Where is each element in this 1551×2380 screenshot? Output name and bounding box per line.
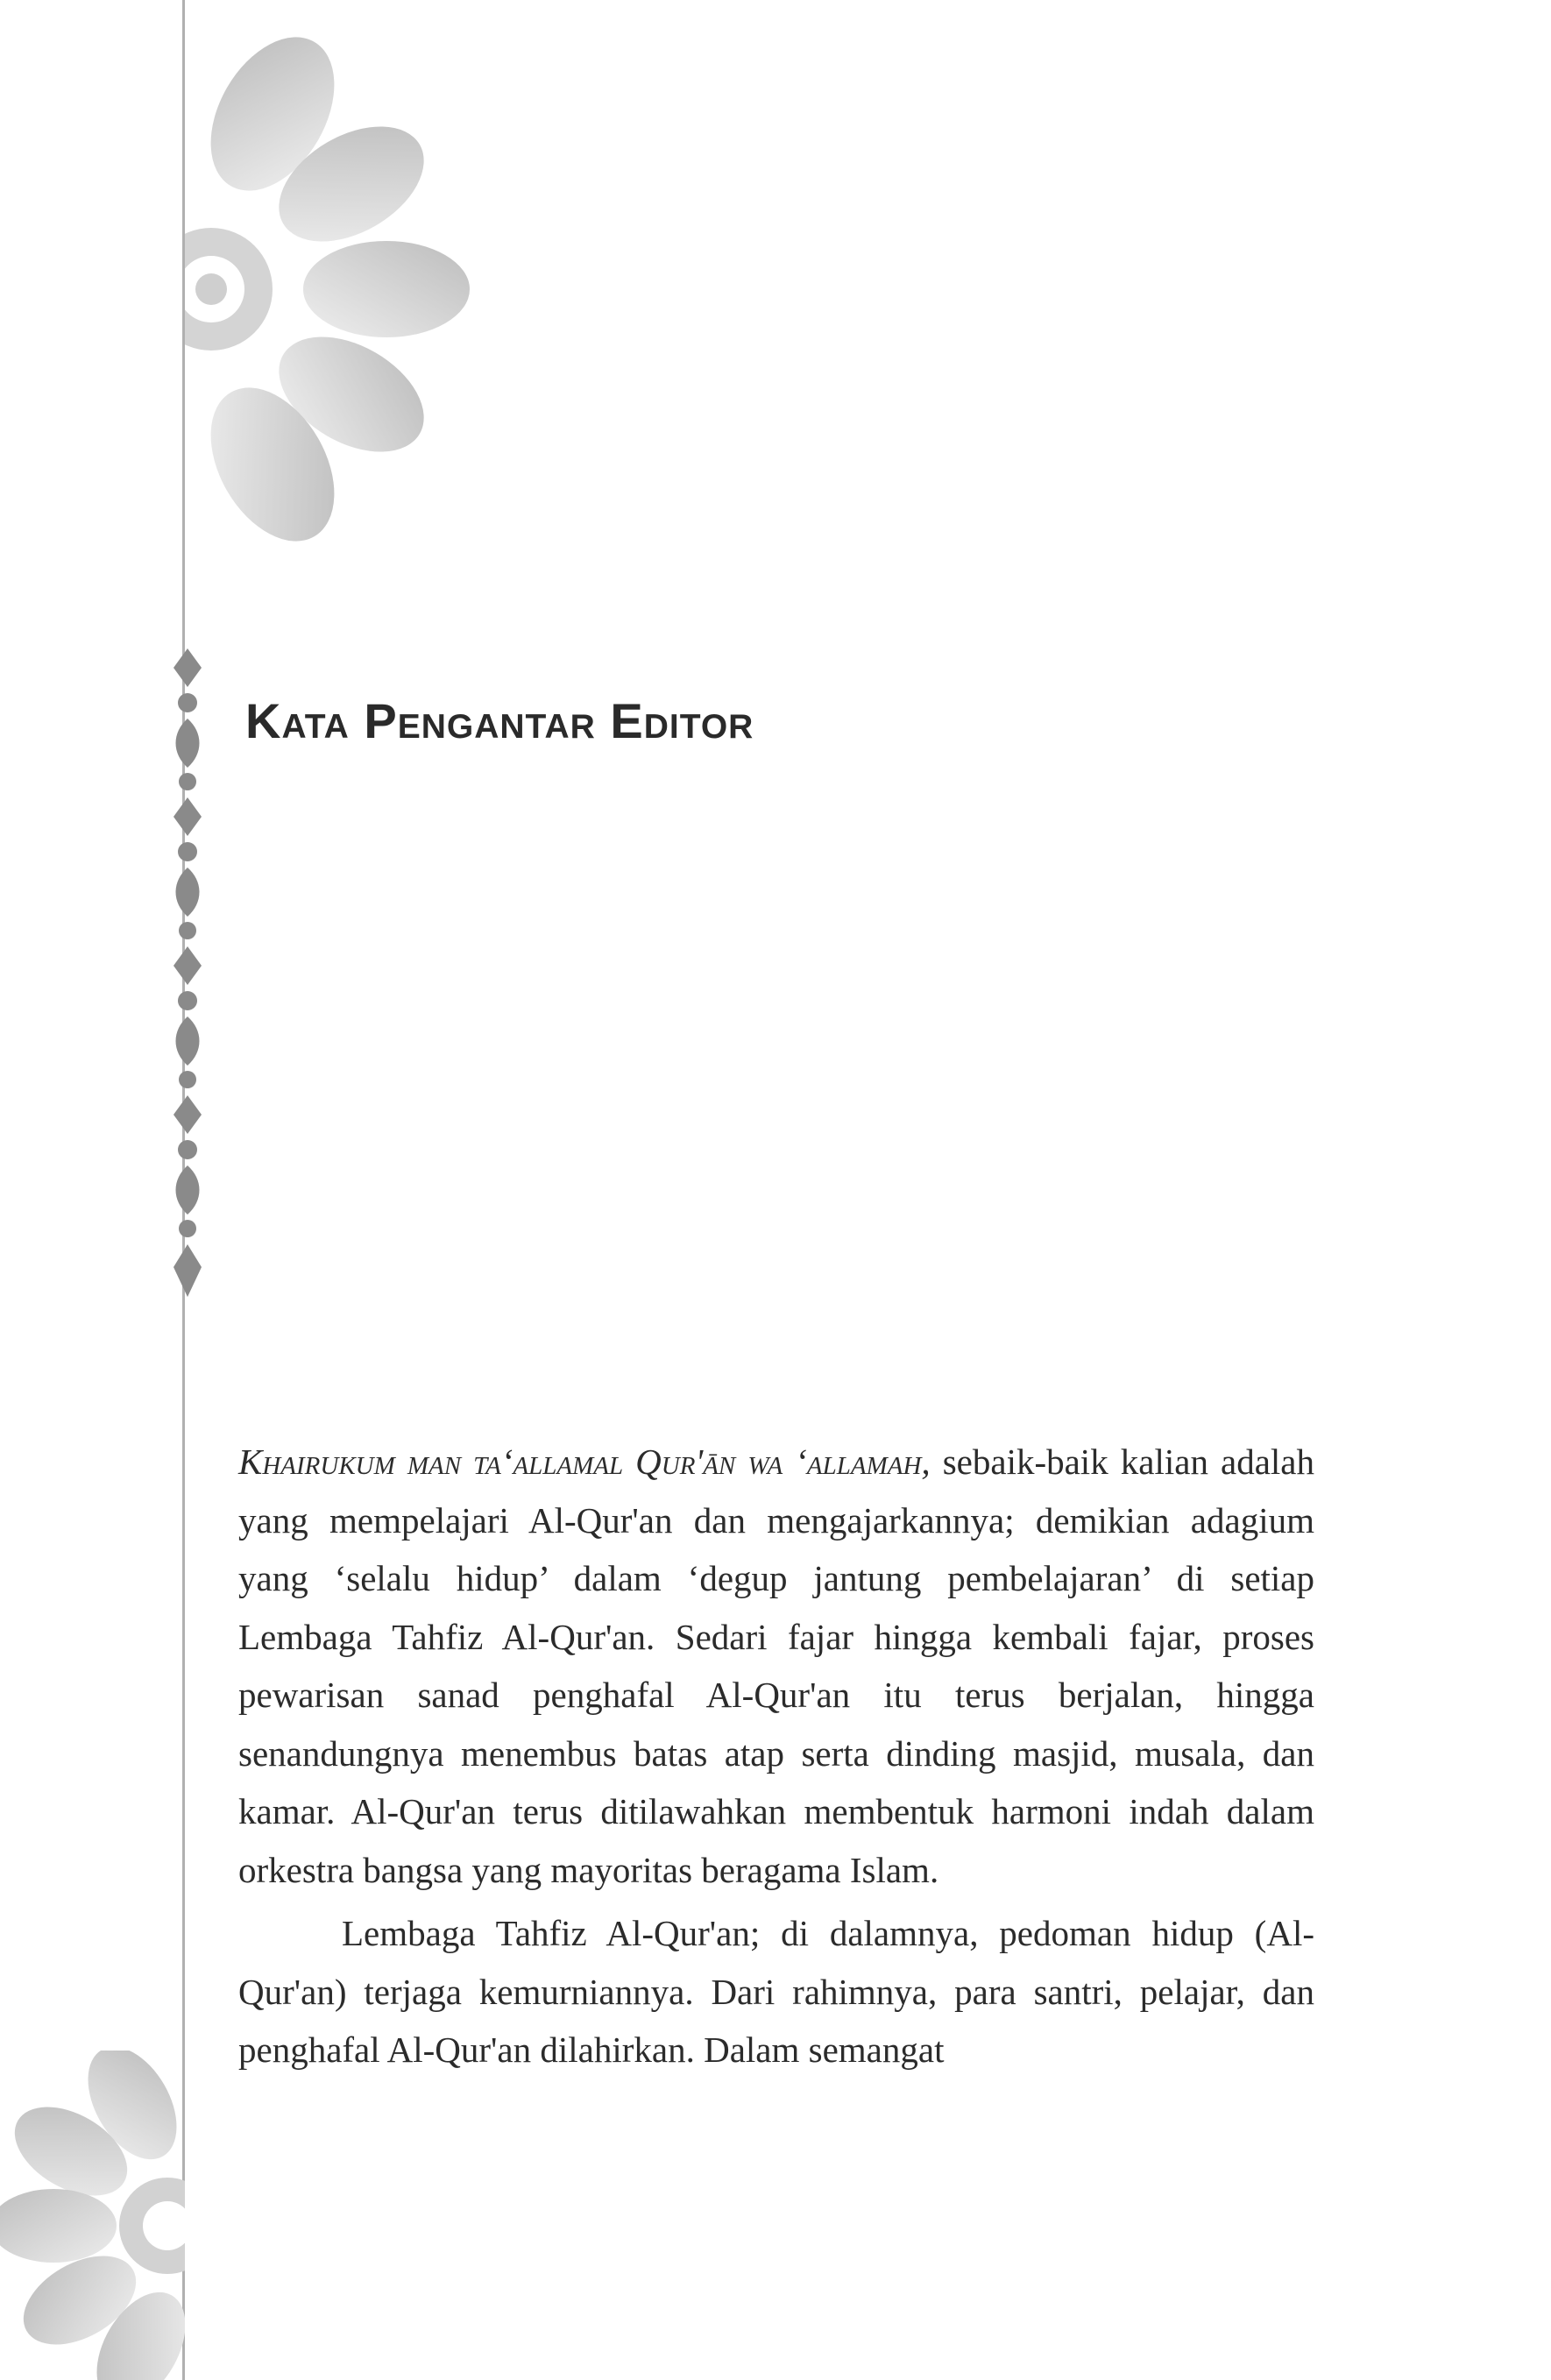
paragraph-1 bbox=[238, 1433, 1314, 1899]
page-title: Kata Pengantar Editor bbox=[245, 693, 754, 748]
body-text bbox=[238, 1433, 1314, 2079]
arabic-incipit: Khairukum man ta‘allamal Qur'ān wa ‘allamah, bbox=[238, 1441, 931, 1482]
floral-ornament-bottom bbox=[0, 2051, 185, 2380]
paragraph-2 bbox=[238, 1904, 1314, 2079]
decorative-chain-ornament bbox=[154, 648, 221, 1297]
floral-ornament-top bbox=[185, 0, 483, 613]
paragraph-2-text: Lembaga Tahfiz Al-Qur'an; di dalamnya, pedoman hidup (Al-Qur'an) terjaga kemurniannya. Dari rahimnya, para santri, pelajar, dan penghafal Al-Qur'an dilahirkan. Dalam semangat bbox=[238, 1913, 1314, 2070]
paragraph-1-text: sebaik-baik kalian adalah yang mempelajari Al-Qur'an dan mengajarkannya; demikian adagium yang ‘selalu hidup’ dalam ‘degup jantung pembelajaran’ di setiap Lembaga Tahfiz Al-Qur'an. Sedari fajar hingga kembali fajar, proses pewarisan sanad penghafal Al-Qur'an itu terus berjalan, hingga senandungnya menembus batas atap serta dinding masjid, musala, dan kamar. Al-Qur'an terus ditilawahkan membentuk harmoni indah dalam orkestra bangsa yang mayoritas beragama Islam. bbox=[238, 1441, 1314, 1890]
